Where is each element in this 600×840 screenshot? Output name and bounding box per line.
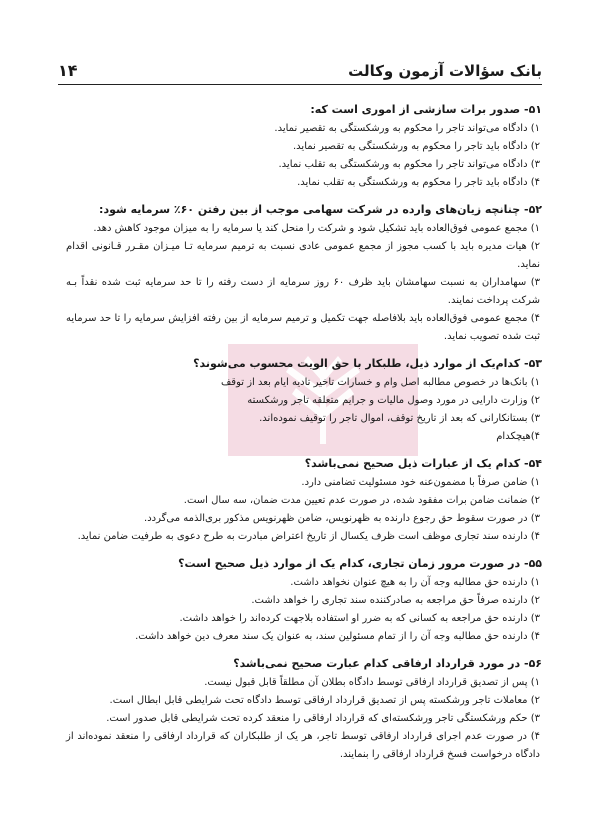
book-title: بانک سؤالات آزمون وکالت	[348, 62, 542, 80]
answer-option: ۴) دارنده سند تجاری موظف است ظرف یکسال از تاریخ اعتراض مبادرت به طرح دعوی به طرفیت ضامن نماید.	[77, 531, 540, 542]
question-55	[66, 554, 542, 646]
question-53	[66, 354, 542, 446]
answer-option: ۲) دادگاه باید تاجر را محکوم به ورشکستگی به تقصیر نماید.	[292, 141, 540, 152]
answer-option: ۳) در صورت سقوط حق رجوع دارنده به ظهرنویس، ضامن ظهرنویس مذکور بری‌الذمه می‌گردد.	[144, 513, 540, 524]
answer-option: ۱) ضامن صرفاً با مضمون‌عنه خود مسئولیت تضامنی دارد.	[301, 477, 540, 488]
answer-option: ۲) دارنده صرفاً حق مراجعه به صادرکننده سند تجاری را خواهد داشت.	[251, 595, 540, 606]
question-51	[66, 100, 542, 192]
answer-option: ۱) دادگاه می‌تواند تاجر را محکوم به ورشکستگی به تقصیر نماید.	[274, 123, 540, 134]
page-header	[58, 60, 542, 85]
answer-option: ۲) وزارت دارایی در مورد وصول مالیات و جرایم متعلقه تاجر ورشکسته	[247, 395, 540, 406]
question-title: ۵۴- کدام یک از عبارات ذیل صحیح نمی‌باشد؟	[304, 457, 542, 470]
answer-option: ۳) دارنده حق مراجعه به کسانی که به ضرر او استفاده بلاجهت کرده‌اند را خواهد داشت.	[179, 613, 540, 624]
question-54	[66, 454, 542, 546]
question-title: ۵۶- در مورد قرارداد ارفاقی کدام عبارت صحیح نمی‌باشد؟	[233, 657, 542, 670]
question-56	[66, 654, 542, 764]
answer-option: ۲) معاملات تاجر ورشکسته پس از تصدیق قرارداد ارفاقی توسط دادگاه تحت شرایطی قابل ابطال است.	[109, 695, 540, 706]
answer-option: ۴) در صورت عدم اجرای قرارداد ارفاقی توسط تاجر، هر یک از طلبکاران که قرارداد ارفاقی را منعقد نموده‌اند از دادگاه درخواست فسخ قرارداد ارفاقی را بنمایند.	[66, 731, 540, 760]
answer-option: ۴) دارنده حق مطالبه وجه آن را از تمام مسئولین سند، به عنوان یک سند معرف دین خواهد داشت.	[135, 631, 540, 642]
answer-option: ۲) هیات مدیره باید با کسب مجوز از مجمع عمومی عادی نسبت به ترمیم سرمایه تـا میـزان مقـرر قـانونی اقدام نماید.	[66, 241, 540, 270]
answer-option: ۳) بستانکارانی که بعد از تاریخ توقف، اموال تاجر را توقیف نموده‌اند.	[259, 413, 540, 424]
answer-option: ۴) مجمع عمومی فوق‌العاده باید بلافاصله جهت تکمیل و ترمیم سرمایه از بین رفته افزایش سرمایه را تا حد سرمایه ثبت شده تصویب نماید.	[66, 313, 540, 342]
answer-option: ۲) ضمانت ضامن برات مفقود شده، در صورت عدم تعیین مدت ضمان، سه سال است.	[183, 495, 540, 506]
question-title: ۵۱- صدور برات سازشی از اموری است که:	[310, 103, 542, 116]
question-title: ۵۵- در صورت مرور زمان تجاری، کدام یک از موارد ذیل صحیح است؟	[178, 557, 542, 570]
questions-list	[66, 100, 542, 772]
answer-option: ۱) پس از تصدیق قرارداد ارفاقی توسط دادگاه بطلان آن مطلقاً قابل قبول نیست.	[204, 677, 540, 688]
question-52	[66, 200, 542, 346]
answer-option: ۱) مجمع عمومی فوق‌العاده باید تشکیل شود و شرکت را منحل کند یا سرمایه را به میزان موجود کاهش دهد.	[93, 223, 540, 234]
answer-option: ۱) دارنده حق مطالبه وجه آن را به هیچ عنوان نخواهد داشت.	[290, 577, 540, 588]
answer-option: ۳) سهامداران به نسبت سهامشان باید ظرف ۶۰ روز سرمایه از دست رفته را تا حد سرمایه ثبت شده نقداً بـه شرکت پرداخت نمایند.	[66, 277, 540, 306]
answer-option: ۱) بانک‌ها در خصوص مطالبه اصل وام و خسارات تاخیر تادیه ایام بعد از توقف	[220, 377, 540, 388]
answer-option: ۳) حکم ورشکستگی تاجر ورشکسته‌ای که قرارداد ارفاقی را منعقد کرده تحت شرایطی قابل صدور است.	[106, 713, 540, 724]
answer-option: ۴)هیچکدام	[496, 431, 540, 442]
answer-option: ۳) دادگاه می‌تواند تاجر را محکوم به ورشکستگی به تقلب نماید.	[278, 159, 540, 170]
answer-option: ۴) دادگاه باید تاجر را محکوم به ورشکستگی به تقلب نماید.	[297, 177, 540, 188]
page-number: ۱۴	[58, 61, 78, 80]
question-title: ۵۲- چنانچه زیان‌های وارده در شرکت سهامی موجب از بین رفتن ۶۰٪ سرمایه شود:	[99, 203, 542, 216]
question-title: ۵۳- کدام‌یک از موارد ذیل، طلبکار با حق الویت محسوب می‌شوند؟	[193, 357, 542, 370]
